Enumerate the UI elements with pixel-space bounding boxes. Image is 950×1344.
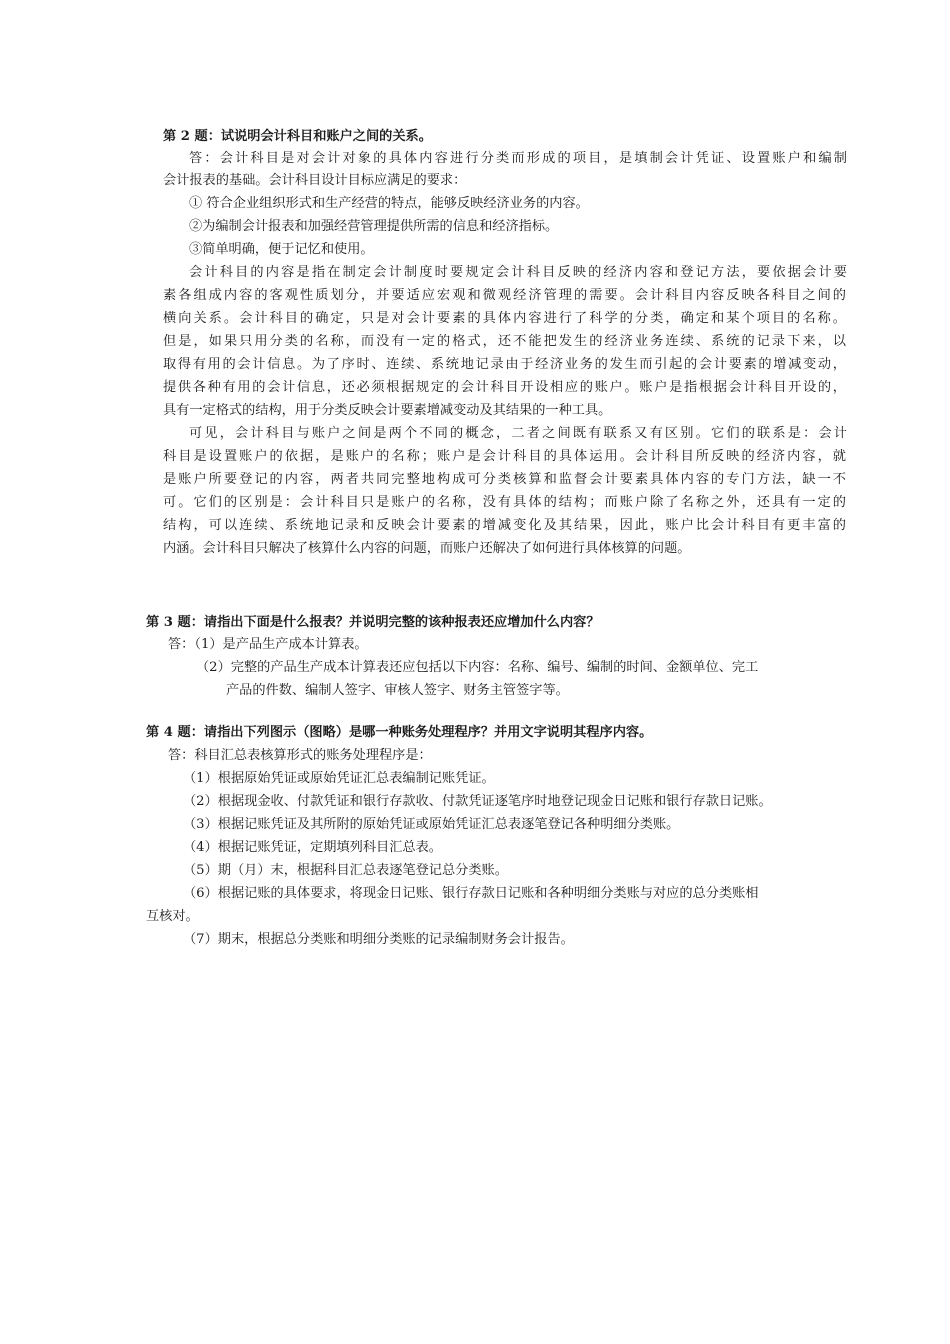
q4-step-4: （4）根据记账凭证，定期填列科目汇总表。 xyxy=(183,840,442,855)
q2-para2-line-7: 具有一定格式的结构，用于分类反映会计要素增减变动及其结果的一种工具。 xyxy=(163,403,612,418)
q4-step-6-cont: 互核对。 xyxy=(146,909,199,924)
q4-step-2: （2）根据现金收、付款凭证和银行存款收、付款凭证逐笔序时地登记现金日记账和银行存款日记账。 xyxy=(183,794,772,809)
q4-step-1: （1）根据原始凭证或原始凭证汇总表编制记账凭证。 xyxy=(183,771,495,786)
q2-para3-line-6: 内涵。会计科目只解决了核算什么内容的问题，而账户还解决了如何进行具体核算的问题。 xyxy=(163,541,691,556)
q3-answer-2: （2）完整的产品生产成本计算表还应包括以下内容：名称、编号、编制的时间、金额单位、完工 xyxy=(196,660,759,675)
q2-title: 第 2 题：试说明会计科目和账户之间的关系。 xyxy=(163,129,432,144)
q4-step-6: （6）根据记账的具体要求，将现金日记账、银行存款日记账和各种明细分类账与对应的总分类账相 xyxy=(183,886,759,901)
q2-para2-line-4: 但是，如果只用分类的名称，而没有一定的格式，还不能把发生的经济业务连续、系统的记录下来，以 xyxy=(163,334,846,349)
q2-requirement-2: ②为编制会计报表和加强经营管理提供所需的信息和经济指标。 xyxy=(189,219,559,234)
q2-para3-line-2: 科目是设置账户的依据，是账户的名称；账户是会计科目的具体运用。会计科目所反映的经济内容，就 xyxy=(163,449,846,464)
q4-answer: 答：科目汇总表核算形式的账务处理程序是： xyxy=(168,748,432,763)
q4-step-5: （5）期（月）末，根据科目汇总表逐笔登记总分类账。 xyxy=(183,863,508,878)
q2-para3-line-3: 是账户所要登记的内容，两者共同完整地构成可分类核算和监督会计要素具体内容的专门方法，缺一不 xyxy=(163,472,846,487)
q2-para3-line-5: 结构，可以连续、系统地记录和反映会计要素的增减变化及其结果，因此，账户比会计科目有更丰富的 xyxy=(163,518,846,533)
q2-requirement-1: ① 符合企业组织形式和生产经营的特点，能够反映经济业务的内容。 xyxy=(189,196,589,211)
q4-step-7: （7）期末，根据总分类账和明细分类账的记录编制财务会计报告。 xyxy=(183,932,574,947)
q2-para2-line-6: 提供各种有用的会计信息，还必须根据规定的会计科目开设相应的账户。账户是指根据会计科目开设的， xyxy=(163,380,846,395)
q3-answer-2-cont: 产品的件数、编制人签字、审核人签字、财务主管签字等。 xyxy=(226,683,569,698)
q2-para2-line-1: 会计科目的内容是指在制定会计制度时要规定会计科目反映的经济内容和登记方法，要依据会计要 xyxy=(189,265,847,280)
q2-answer-line-2: 会计报表的基础。会计科目设计目标应满足的要求： xyxy=(163,173,467,188)
q2-para2-line-3: 横向关系。会计科目的确定，只是对会计要素的具体内容进行了科学的分类，确定和某个项目的名称。 xyxy=(163,311,846,326)
q2-requirement-3: ③简单明确，便于记忆和使用。 xyxy=(189,242,374,257)
q2-para2-line-5: 取得有用的会计信息。为了序时、连续、系统地记录由于经济业务的发生而引起的会计要素的增减变动， xyxy=(163,357,846,372)
q4-title: 第 4 题：请指出下列图示（图略）是哪一种账务处理程序？并用文字说明其程序内容。 xyxy=(146,725,653,740)
q2-answer-line-1: 答：会计科目是对会计对象的具体内容进行分类而形成的项目，是填制会计凭证、设置账户和编制 xyxy=(189,151,847,166)
q2-para3-line-1: 可见，会计科目与账户之间是两个不同的概念，二者之间既有联系又有区别。它们的联系是：会计 xyxy=(189,426,847,441)
q2-para3-line-4: 可。它们的区别是：会计科目只是账户的名称，没有具体的结构；而账户除了名称之外，还具有一定的 xyxy=(163,495,846,510)
q4-step-3: （3）根据记账凭证及其所附的原始凭证或原始凭证汇总表逐笔登记各种明细分类账。 xyxy=(183,817,680,832)
q2-para2-line-2: 素各组成内容的客观性质划分，并要适应宏观和微观经济管理的需要。会计科目内容反映各科目之间的 xyxy=(163,288,846,303)
q3-title: 第 3 题：请指出下面是什么报表？并说明完整的该种报表还应增加什么内容？ xyxy=(146,615,600,630)
q3-answer-1: 答：（1）是产品生产成本计算表。 xyxy=(168,637,368,652)
